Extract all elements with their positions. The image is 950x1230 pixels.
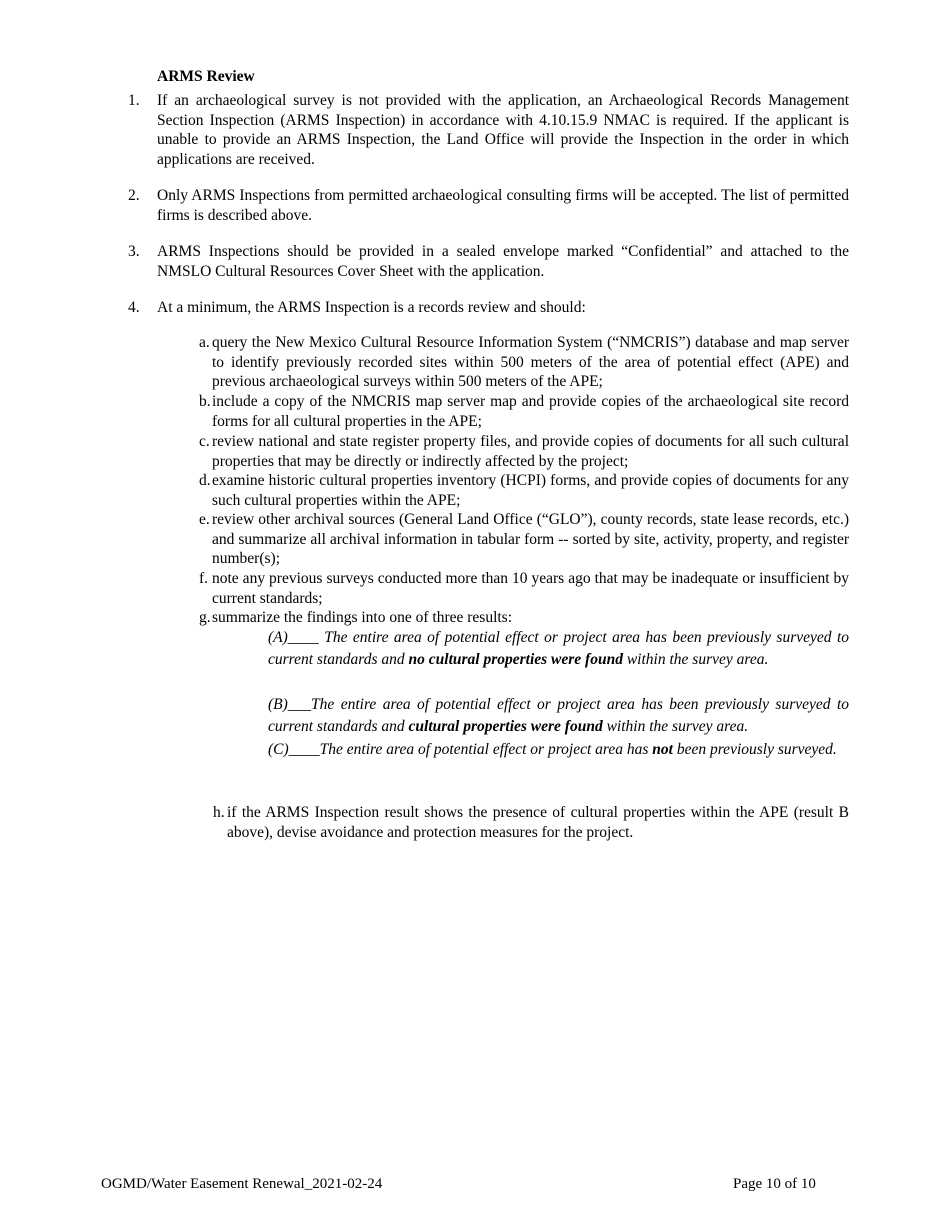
result-text-end: been previously surveyed. [672,741,837,758]
list-number: 3. [128,243,140,260]
list-text: ARMS Inspections should be provided in a sealed envelope marked “Confidential” and attached to the NMSLO Cultural Resources Cover Sheet with the application. [157,243,849,280]
section-heading: ARMS Review [157,68,255,85]
result-b [268,694,849,739]
result-text-end: within the survey area. [622,651,769,669]
list-item-2 [128,186,849,225]
footer-page-number: Page 10 of 10 [733,1176,816,1192]
sub-letter: d. [199,472,211,489]
list-number: 2. [128,187,140,204]
sub-letter: e. [199,511,210,528]
footer-document-id: OGMD/Water Easement Renewal_2021-02-24 [101,1176,383,1192]
sub-item-c [199,432,849,471]
sub-text: include a copy of the NMCRIS map server map and provide copies of the archaeological site record forms for all cultural properties in the APE; [212,393,849,430]
sub-text: examine historic cultural properties inventory (HCPI) forms, and provide copies of documents for any such cultural properties within the APE; [212,472,849,509]
result-text: (B)___The entire area of potential effect or project area has been previously surveyed to current standards and [268,696,849,736]
list-text: At a minimum, the ARMS Inspection is a records review and should: [157,299,586,316]
sub-letter: h. [213,804,225,821]
sub-letter: g. [199,609,211,626]
list-item-4 [128,298,849,318]
list-text: If an archaeological survey is not provided with the application, an Archaeological Records Management Section Inspection (ARMS Inspection) in accordance with 4.10.15.9 NMAC is required. If the applicant is unable to provide an ARMS Inspection, the Land Office will provide the Inspection in the order in which applications are received. [157,92,849,168]
sub-item-d [199,471,849,510]
sub-item-f [199,569,849,608]
list-item-3 [128,242,849,281]
list-text: Only ARMS Inspections from permitted archaeological consulting firms will be accepted. The list of permitted firms is described above. [157,187,849,224]
result-emphasis: not [652,741,673,758]
sub-item-b [199,392,849,431]
result-c [268,739,849,761]
result-a [268,627,849,672]
sub-letter: b. [199,393,211,410]
sub-item-a [199,333,849,392]
result-text: (A)____ The entire area of potential effect or project area has been previously surveyed to current standards and [268,629,849,669]
sub-text: query the New Mexico Cultural Resource Information System (“NMCRIS”) database and map server to identify previously recorded sites within 500 meters of the area of potential effect (APE) and previous archaeological surveys within 500 meters of the APE; [212,334,849,391]
sub-item-h [213,803,849,842]
list-number: 4. [128,299,140,316]
sub-letter: f. [199,570,209,587]
sub-text: if the ARMS Inspection result shows the presence of cultural properties within the APE (result B above), devise avoidance and protection measures for the project. [227,804,849,841]
list-item-1 [128,91,849,169]
sub-letter: c. [199,433,210,450]
sub-text: review national and state register property files, and provide copies of documents for all such cultural properties that may be directly or indirectly affected by the project; [212,433,849,470]
sub-text: review other archival sources (General Land Office (“GLO”), county records, state lease records, etc.) and summarize all archival information in tabular form -- sorted by site, activity, property, and register number(s); [212,511,849,568]
sub-item-g [199,608,849,628]
sub-text: note any previous surveys conducted more than 10 years ago that may be inadequate or insufficient by current standards; [212,570,849,607]
sub-text: summarize the findings into one of three results: [212,609,513,626]
sub-letter: a. [199,334,210,351]
result-emphasis: cultural properties were found [408,718,603,736]
sub-item-e [199,510,849,569]
result-text-end: within the survey area. [602,718,749,736]
result-text: (C)____The entire area of potential effect or project area has [268,741,653,758]
list-number: 1. [128,92,140,109]
result-emphasis: no cultural properties were found [408,651,623,669]
